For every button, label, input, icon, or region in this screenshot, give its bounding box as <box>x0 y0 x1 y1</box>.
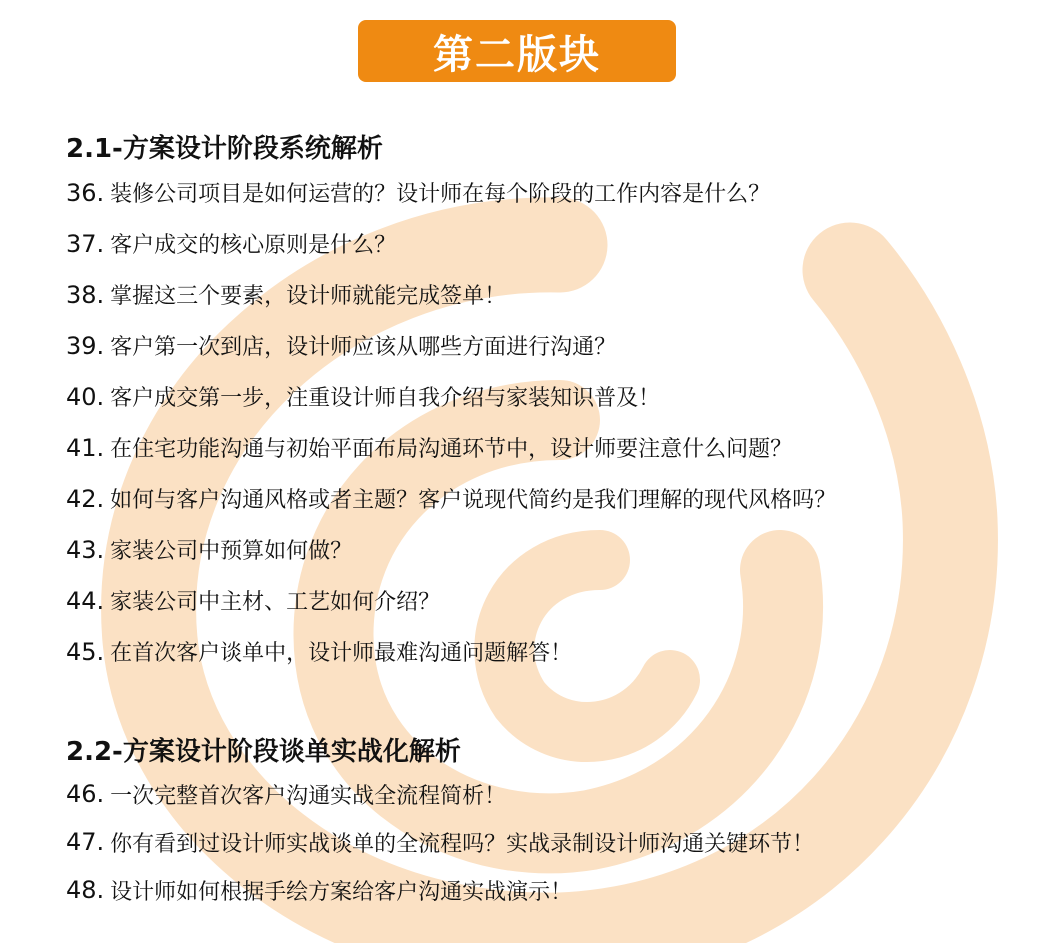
question-number: 46. <box>66 780 105 808</box>
question-number: 37. <box>66 229 105 258</box>
question-text: 在住宅功能沟通与初始平面布局沟通环节中，设计师要注意什么问题？ <box>110 437 793 462</box>
question-list-2-1 <box>66 167 836 677</box>
question-item <box>66 626 836 677</box>
question-text: 家装公司中主材、工艺如何介绍？ <box>110 590 441 615</box>
question-item <box>66 866 814 914</box>
question-item <box>66 320 836 371</box>
question-text: 客户成交的核心原则是什么？ <box>110 233 397 258</box>
question-number: 40. <box>66 382 105 411</box>
question-number: 45. <box>66 637 105 666</box>
question-number: 44. <box>66 586 105 615</box>
question-item <box>66 818 814 866</box>
question-item <box>66 575 836 626</box>
question-text: 家装公司中预算如何做？ <box>110 539 353 564</box>
question-item <box>66 422 836 473</box>
question-text: 在首次客户谈单中，设计师最难沟通问题解答！ <box>110 641 573 666</box>
question-number: 48. <box>66 876 105 904</box>
question-item <box>66 770 814 818</box>
question-item <box>66 218 836 269</box>
question-number: 41. <box>66 433 105 462</box>
section-title-2-1: 2.1-方案设计阶段系统解析 <box>66 134 383 164</box>
question-item <box>66 524 836 575</box>
question-number: 42. <box>66 484 105 513</box>
section-title-2-2: 2.2-方案设计阶段谈单实战化解析 <box>66 737 461 767</box>
question-number: 47. <box>66 828 105 856</box>
question-number: 38. <box>66 280 105 309</box>
question-list-2-2 <box>66 770 814 914</box>
question-number: 43. <box>66 535 105 564</box>
question-text: 一次完整首次客户沟通实战全流程简析！ <box>110 783 507 809</box>
question-text: 装修公司项目是如何运营的？设计师在每个阶段的工作内容是什么？ <box>110 182 771 207</box>
question-text: 掌握这三个要素，设计师就能完成签单！ <box>110 284 507 309</box>
question-item <box>66 473 836 524</box>
section-banner <box>358 20 676 82</box>
question-number: 36. <box>66 178 105 207</box>
question-text: 你有看到过设计师实战谈单的全流程吗？实战录制设计师沟通关键环节！ <box>110 831 815 857</box>
question-text: 客户第一次到店，设计师应该从哪些方面进行沟通？ <box>110 335 617 360</box>
question-item <box>66 167 836 218</box>
question-text: 客户成交第一步，注重设计师自我介绍与家装知识普及！ <box>110 386 661 411</box>
question-item <box>66 371 836 422</box>
question-number: 39. <box>66 331 105 360</box>
question-text: 如何与客户沟通风格或者主题？客户说现代简约是我们理解的现代风格吗？ <box>110 488 837 513</box>
question-text: 设计师如何根据手绘方案给客户沟通实战演示！ <box>110 879 573 905</box>
banner-title: 第二版块 <box>433 31 601 78</box>
question-item <box>66 269 836 320</box>
